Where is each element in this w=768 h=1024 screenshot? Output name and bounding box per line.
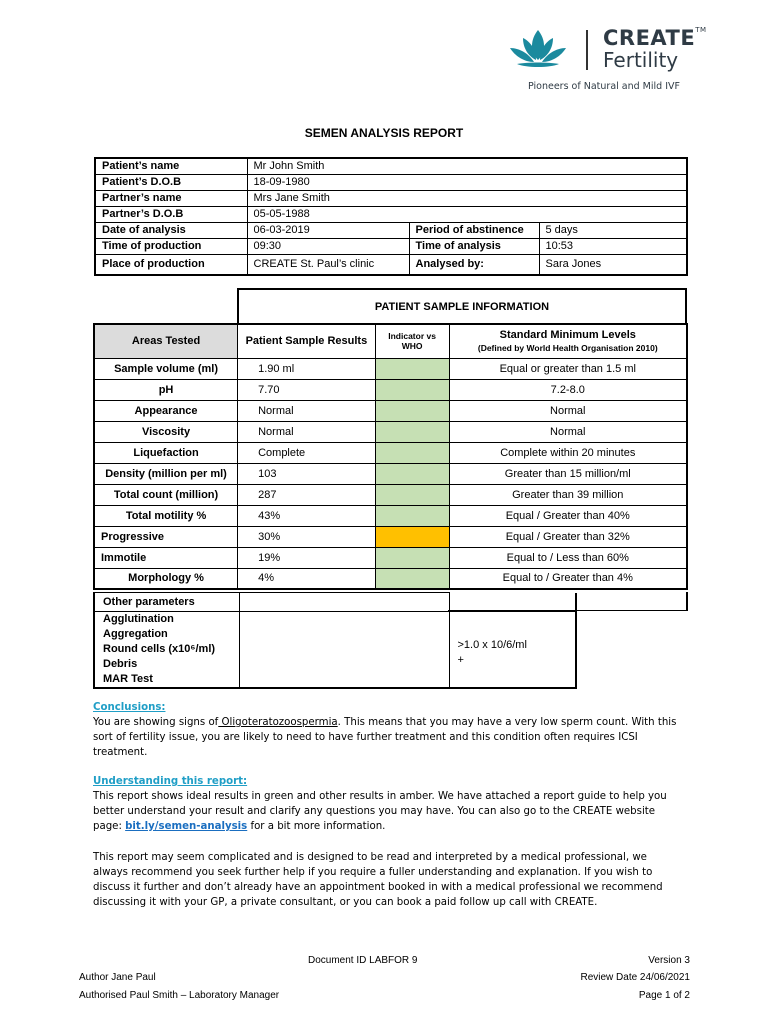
who-indicator-green	[375, 568, 449, 589]
sample-rows	[94, 358, 687, 589]
header-patient-results: Patient Sample Results	[238, 324, 376, 358]
other-value: >1.0 x 10/6/ml	[457, 639, 527, 651]
patient-result: 19%	[238, 547, 376, 568]
table-row	[95, 255, 687, 275]
report-title: SEMEN ANALYSIS REPORT	[304, 126, 464, 140]
sample-results-table	[93, 323, 688, 590]
standard-minimum: Equal / Greater than 40%	[449, 505, 687, 526]
analysis-time: 10:53	[539, 239, 687, 255]
info-label: Time of production	[95, 239, 247, 255]
table-row	[94, 547, 687, 568]
patient-result: 1.90 ml	[238, 358, 376, 379]
partner-dob: 05-05-1988	[247, 207, 687, 223]
other-params-title: Other parameters	[94, 593, 239, 612]
header-areas-tested: Areas Tested	[94, 324, 238, 358]
patient-result: Normal	[238, 421, 376, 442]
footer-author: Author Jane Paul	[79, 972, 156, 983]
info-label: Patient’s D.O.B	[95, 175, 247, 191]
area-tested: Density (million per ml)	[94, 463, 238, 484]
area-tested: Morphology %	[94, 568, 238, 589]
who-indicator-green	[375, 547, 449, 568]
other-params-list	[94, 612, 239, 689]
table-row	[95, 158, 687, 175]
header-standard-subtitle: (Defined by World Health Organisation 2010)	[477, 343, 658, 354]
header-standard-title: Standard Minimum Levels	[499, 329, 636, 342]
table-header-row	[94, 324, 687, 358]
understanding-section	[93, 774, 683, 834]
conclusions-heading: Conclusions:	[93, 702, 166, 713]
footer-version: Version 3	[648, 955, 690, 966]
other-item: Aggregation	[103, 628, 168, 640]
patient-result: 4%	[238, 568, 376, 589]
who-indicator-green	[375, 421, 449, 442]
other-item: MAR Test	[103, 673, 153, 685]
header-indicator: Indicator vs WHO	[375, 324, 449, 358]
table-row	[94, 593, 576, 612]
other-params-table	[93, 592, 577, 689]
footer-page: Page 1 of 2	[638, 990, 690, 1001]
table-row	[94, 442, 687, 463]
conclusions-text: You are showing signs of Oligoteratozoospermia. This means that you may have a very low sperm count. With this sort of fertility issue, you are likely to need to have further treatment and this condition often requires ICSI treatment.	[93, 717, 677, 758]
understanding-text: This report shows ideal results in green and other results in amber. We have attached a report guide to help you better understand your result and clarify any questions you may have. You can also go to the CREATE website page: bit.ly/semen-analysis for a bit more information.	[93, 791, 667, 832]
advice-paragraph: This report may seem complicated and is designed to be read and interpreted by a medical professional, we always recommend you seek further help if you require a fuller understanding and explanation. If you wish to discuss it further and don’t already have an appointment booked in with a medical professional we recommend discussing it with your GP, a private consultant, or you can book a paid follow up call with CREATE.	[93, 852, 663, 908]
analysis-date: 06-03-2019	[247, 223, 409, 239]
table-row	[94, 463, 687, 484]
table-row	[94, 484, 687, 505]
standard-minimum: Equal to / Less than 60%	[449, 547, 687, 568]
semen-analysis-link[interactable]: bit.ly/semen-analysis	[125, 821, 248, 832]
area-tested: Sample volume (ml)	[94, 358, 238, 379]
understanding-heading: Understanding this report:	[93, 776, 248, 787]
other-item: Debris	[103, 658, 138, 670]
table-row	[94, 400, 687, 421]
info-label: Patient’s name	[95, 158, 247, 175]
partner-name: Mrs Jane Smith	[247, 191, 687, 207]
logo-name-top: CREATE™	[603, 26, 707, 50]
other-results-blank	[239, 612, 449, 689]
logo-tagline: Pioneers of Natural and Mild IVF	[528, 81, 680, 92]
area-tested: pH	[94, 379, 238, 400]
standard-minimum: Greater than 15 million/ml	[449, 463, 687, 484]
other-params-spacer	[449, 593, 576, 612]
other-item: Round cells (x10⁶/ml)	[103, 643, 216, 655]
area-tested: Appearance	[94, 400, 238, 421]
who-indicator-amber	[375, 526, 449, 547]
info-label: Analysed by:	[409, 255, 539, 275]
patient-result: 43%	[238, 505, 376, 526]
area-tested: Viscosity	[94, 421, 238, 442]
patient-result: Complete	[238, 442, 376, 463]
table-row	[94, 358, 687, 379]
who-indicator-green	[375, 505, 449, 526]
footer-doc-id: Document ID LABFOR 9	[308, 955, 418, 966]
diagnosis-term: Oligoteratozoospermia	[218, 717, 338, 728]
info-label: Partner’s name	[95, 191, 247, 207]
sample-section-title: PATIENT SAMPLE INFORMATION	[237, 288, 687, 324]
table-row	[95, 223, 687, 239]
other-standard-values	[449, 612, 576, 689]
patient-result: 7.70	[238, 379, 376, 400]
area-tested: Immotile	[94, 547, 238, 568]
production-place: CREATE St. Paul’s clinic	[247, 255, 409, 275]
logo-name-bottom: Fertility	[603, 48, 679, 72]
table-row	[94, 568, 687, 589]
standard-minimum: Normal	[449, 400, 687, 421]
patient-dob: 18-09-1980	[247, 175, 687, 191]
who-indicator-green	[375, 400, 449, 421]
footer-review-date: Review Date 24/06/2021	[580, 972, 690, 983]
who-indicator-green	[375, 358, 449, 379]
info-label: Time of analysis	[409, 239, 539, 255]
info-label: Period of abstinence	[409, 223, 539, 239]
patient-result: 287	[238, 484, 376, 505]
area-tested: Liquefaction	[94, 442, 238, 463]
table-row	[94, 612, 576, 689]
patient-name: Mr John Smith	[247, 158, 687, 175]
standard-minimum: Equal or greater than 1.5 ml	[449, 358, 687, 379]
conclusions-section	[93, 700, 683, 760]
abstinence-period: 5 days	[539, 223, 687, 239]
area-tested: Total motility %	[94, 505, 238, 526]
analysed-by: Sara Jones	[539, 255, 687, 275]
standard-minimum: Equal / Greater than 32%	[449, 526, 687, 547]
table-row	[94, 379, 687, 400]
header-standard	[449, 324, 687, 358]
table-row	[94, 421, 687, 442]
production-time: 09:30	[247, 239, 409, 255]
other-item: Agglutination	[103, 613, 174, 625]
table-row	[95, 207, 687, 223]
table-row	[94, 526, 687, 547]
other-params-blank	[239, 593, 449, 612]
standard-minimum: Greater than 39 million	[449, 484, 687, 505]
info-label: Place of production	[95, 255, 247, 275]
table-row	[95, 191, 687, 207]
patient-result: 103	[238, 463, 376, 484]
patient-info-table	[94, 157, 688, 276]
who-indicator-green	[375, 442, 449, 463]
standard-minimum: Equal to / Greater than 4%	[449, 568, 687, 589]
footer-authorised: Authorised Paul Smith – Laboratory Manager	[79, 990, 280, 1001]
area-tested: Progressive	[94, 526, 238, 547]
who-indicator-green	[375, 379, 449, 400]
logo-divider	[586, 30, 588, 70]
create-lotus-logo-icon	[507, 26, 569, 70]
who-indicator-green	[375, 484, 449, 505]
table-row	[95, 175, 687, 191]
area-tested: Total count (million)	[94, 484, 238, 505]
info-label: Partner’s D.O.B	[95, 207, 247, 223]
who-indicator-green	[375, 463, 449, 484]
standard-minimum: Normal	[449, 421, 687, 442]
patient-result: Normal	[238, 400, 376, 421]
standard-minimum: 7.2-8.0	[449, 379, 687, 400]
patient-result: 30%	[238, 526, 376, 547]
table-row	[94, 505, 687, 526]
info-label: Date of analysis	[95, 223, 247, 239]
standard-minimum: Complete within 20 minutes	[449, 442, 687, 463]
other-value: +	[457, 654, 464, 666]
table-row	[95, 239, 687, 255]
